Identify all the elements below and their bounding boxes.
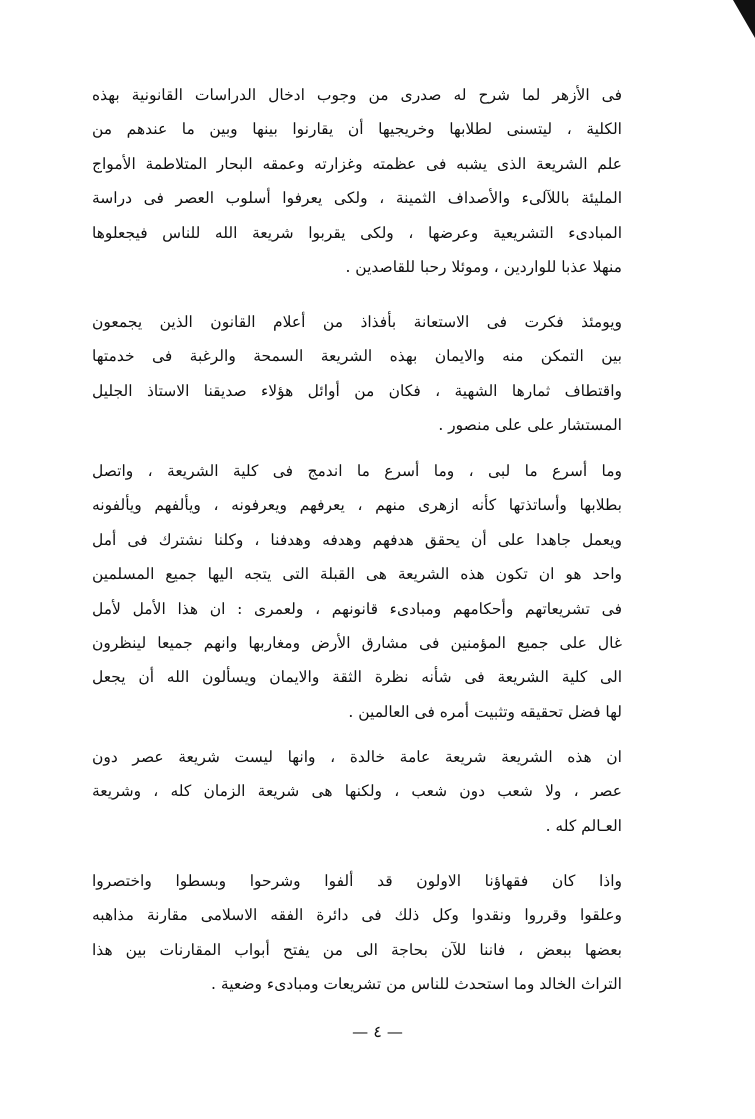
text-line: منهلا عذبا للواردين ، وموئلا رحبا للقاصدين . — [345, 257, 622, 276]
text-line: عصر ، ولا شعب دون شعب ، ولكنها هى شريعة الزمان كله ، وشريعة — [92, 782, 622, 801]
text-line: وما أسرع ما لبى ، وما أسرع ما اندمج فى كلية الشريعة ، واتصل — [92, 462, 622, 480]
text-line: فى تشريعاتهم وأحكامهم ومبادىء قانونهم ، ولعمرى : ان هذا الأمل لأمل — [92, 599, 622, 618]
text-line: بين التمكن منه والايمان بهذه الشريعة السمحة والرغبة فى خدمتها — [92, 347, 622, 366]
text-line: ان هذه الشريعة شريعة عامة خالدة ، وانها ليست شريعة عصر دون — [92, 748, 622, 766]
text-line: ويعمل جاهدا على أن يحقق هدفهم وهدفه وهدفنا ، وكلنا نشترك فى أمل — [92, 530, 622, 549]
text-line: غال على جميع المؤمنين فى مشارق الأرض ومغاربها وانهم جميعا لينظرون — [92, 633, 622, 652]
text-line: فى الأزهر لما شرح له صدرى من وجوب ادخال الدراسات القانونية بهذه — [92, 86, 622, 104]
text-line: لها فضل تحقيقه وتثبيت أمره فى العالمين . — [348, 702, 622, 721]
text-line: ويومئذ فكرت فى الاستعانة بأفذاذ من أعلام القانون الذين يجمعون — [92, 313, 622, 331]
text-line: واحد هو ان تكون هذه الشريعة هى القبلة التى يتجه اليها جميع المسلمين — [92, 565, 622, 584]
page-number: — ٤ — — [352, 1022, 403, 1041]
text-line: المليئة باللآلىء والأصداف الثمينة ، ولكى يعرفوا أسلوب العصر فى دراسة — [92, 189, 622, 208]
text-line: العـالم كله . — [545, 816, 622, 835]
text-line: علم الشريعة الذى يشبه فى عظمته وغزارته وعمقه البحار المتلاطمة الأمواج — [92, 154, 622, 173]
text-line: وعلقوا وقرروا ونقدوا وكل ذلك فى دائرة الفقه الاسلامى مقارنة مذاهبه — [92, 906, 622, 925]
text-line: الكلية ، ليتسنى لطلابها وخريجيها أن يقارنوا بينها وبين ما عندهم من — [92, 120, 622, 139]
text-line: واذا كان فقهاؤنا الاولون قد ألفوا وشرحوا وبسطوا واختصروا — [92, 872, 622, 890]
page-corner-mark — [733, 0, 755, 38]
paragraph-3 — [92, 454, 622, 729]
text-line: التراث الخالد وما استحدث للناس من تشريعات ومبادىء وضعية . — [211, 975, 622, 994]
text-line: المبادىء التشريعية وعرضها ، ولكى يقربوا شريعة الله للناس فيجعلوها — [92, 223, 622, 242]
paragraph-4 — [92, 740, 622, 843]
paragraph-5 — [92, 864, 622, 1002]
text-line: بطلابها وأساتذتها كأنه ازهرى منهم ، يعرفهم ويعرفونه ، ويألفهم ويألفونه — [92, 496, 622, 515]
text-line: الى كلية الشريعة فى شأنه نظرة الثقة والايمان ويسألون الله أن يجعل — [92, 668, 622, 687]
text-line: بعضها ببعض ، فاننا للآن بحاجة الى من يفتح أبواب المقارنات بين هذا — [92, 940, 622, 959]
paragraph-2 — [92, 305, 622, 443]
text-line: واقتطاف ثمارها الشهية ، فكان من أوائل هؤلاء صديقنا الاستاذ الجليل — [92, 381, 622, 400]
paragraph-1 — [92, 78, 622, 284]
text-line: المستشار على على منصور . — [438, 416, 622, 435]
